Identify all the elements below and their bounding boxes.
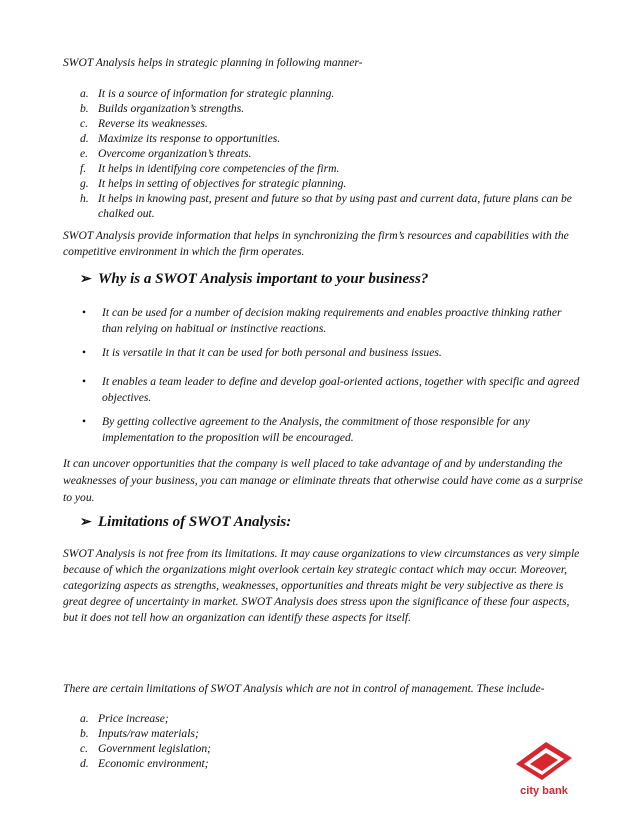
list-item: • It is versatile in that it can be used for both personal and business issues. [82,346,442,359]
section-heading-why: ➢ Why is a SWOT Analysis important to your business? [80,271,429,287]
city-bank-logo [512,738,576,800]
bullet-icon: • [82,415,87,428]
list-item: • By getting collective agreement to the Analysis, the commitment of those responsible for any implementation to the proposition will be encouraged. [82,415,530,444]
list-item: d. Maximize its response to opportunities. [80,132,281,145]
list-item: a. It is a source of information for strategic planning. [80,87,335,100]
list-item: b. Builds organization’s strengths. [80,102,245,115]
list-item: g. It helps in setting of objectives for strategic planning. [80,177,347,190]
why-bullets [80,345,580,361]
bullet-icon: • [82,346,87,359]
why-closing-paragraph: It can uncover opportunities that the company is well placed to take advantage of and by understanding the weaknesses of your business, you can manage or eliminate threats that otherwise could have come as a surprise to you. [63,457,583,504]
list-item: d. Economic environment; [80,757,209,770]
limitations-list [80,711,580,771]
why-bullets [80,374,580,406]
logo-text: city bank [520,785,568,797]
arrow-bullet-icon: ➢ [80,272,92,287]
arrow-bullet-icon: ➢ [80,515,92,530]
list-item: b. Inputs/raw materials; [80,727,199,740]
why-bullets [80,414,580,446]
limitations-intro: There are certain limitations of SWOT Analysis which are not in control of management. These include- [63,682,545,695]
why-bullets [80,305,580,337]
section-heading-limitations: ➢ Limitations of SWOT Analysis: [80,514,292,530]
synchronizing-paragraph: SWOT Analysis provide information that helps in synchronizing the firm’s resources and capabilities with the competitive environment in which the firm operates. [63,229,569,258]
list-item: h. It helps in knowing past, present and future so that by using past and current data, future plans can be chalked out. [80,192,572,220]
list-item: f. It helps in identifying core competencies of the firm. [80,162,340,175]
list-item: • It can be used for a number of decision making requirements and enables proactive thinking rather than relying on habitual or instinctive reactions. [82,306,562,335]
intro-text: SWOT Analysis helps in strategic planning in following manner- [63,56,363,69]
list-item: e. Overcome organization’s threats. [80,147,252,160]
list-item: • It enables a team leader to define and develop goal-oriented actions, together with specific and agreed objectives. [82,375,580,404]
bullet-icon: • [82,375,87,388]
list-item: c. Government legislation; [80,742,212,755]
list-item: a. Price increase; [80,712,169,725]
limitations-paragraph: SWOT Analysis is not free from its limitations. It may cause organizations to view circumstances as very simple because of which the organizations might overlook certain key strategic contact which may occur. Moreover, categorizing aspects as strengths, weaknesses, opportunities and threats might be very subjective as there is great degree of uncertainty in market. SWOT Analysis does stress upon the significance of these four aspects, but it does not tell how an organization can identify these aspects for itself. [63,547,580,624]
list-item: c. Reverse its weaknesses. [80,117,208,130]
bullet-icon: • [82,306,87,319]
planning-list [80,86,580,221]
